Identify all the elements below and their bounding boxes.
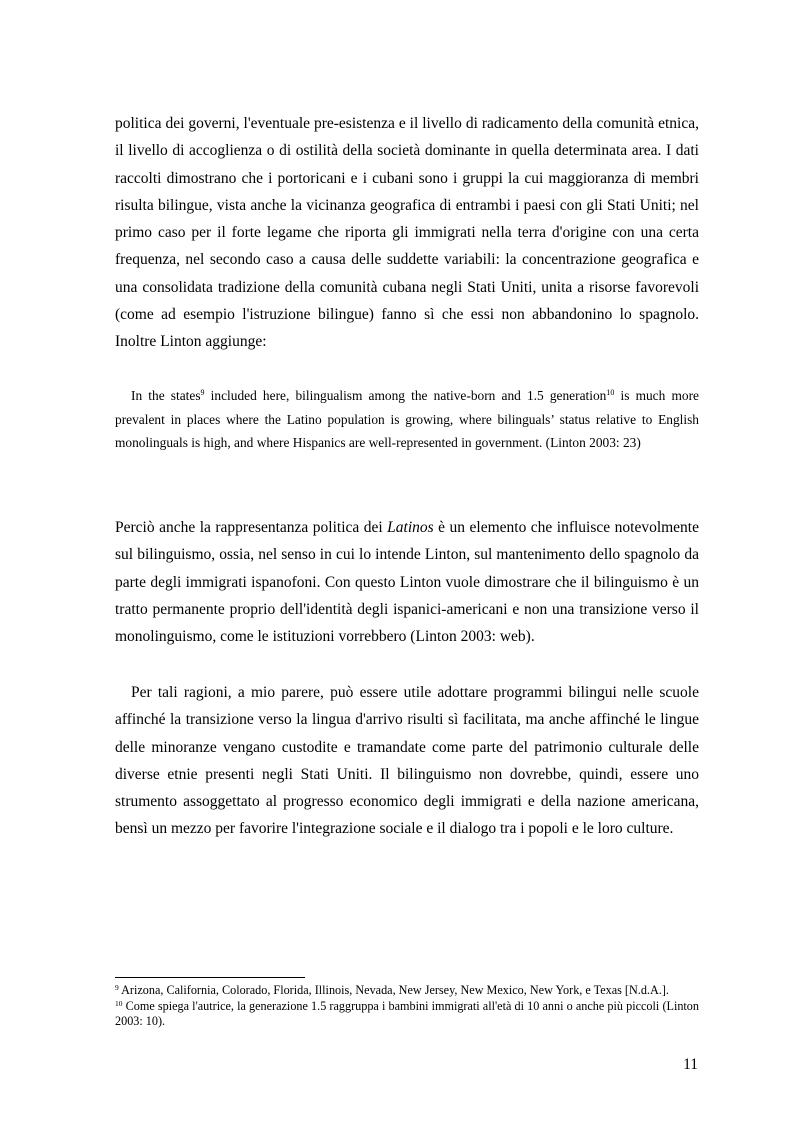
paragraph-2-before: Perciò anche la rappresentanza politica dei	[115, 519, 388, 536]
footnote-text-10: Come spiega l'autrice, la generazione 1.5 raggruppa i bambini immigrati all'età di 10 anni o anche più piccoli (Linton 2003: 10).	[115, 998, 699, 1029]
footnotes-section	[115, 983, 699, 1030]
body-paragraph-2	[115, 514, 699, 650]
footnote-9	[115, 983, 699, 999]
footnote-10	[115, 999, 699, 1030]
footnote-number-9: 9	[115, 983, 119, 992]
footnote-separator	[115, 977, 305, 978]
quote-text-part-3: is much more prevalent in places where the Latino population is growing, where bilinguals’ status relative to English monolinguals is high, and where Hispanics are well-represented in government. (Linton 2003: 23)	[115, 388, 699, 450]
footnote-ref-9[interactable]: 9	[200, 388, 205, 397]
quote-text-part-2: included here, bilingualism among the native-born and 1.5 generation	[204, 388, 607, 403]
quote-text-part-1: In the states	[131, 388, 201, 403]
body-paragraph-1: politica dei governi, l'eventuale pre-esistenza e il livello di radicamento della comunità etnica, il livello di accoglienza o di ostilità della società dominante in quella determinata area. I dati raccolti dimostrano che i portoricani e i cubani sono i gruppi la cui maggioranza di membri risulta bilingue, vista anche la vicinanza geografica di entrambi i paesi con gli Stati Uniti; nel primo caso per il forte legame che riporta gli immigrati nella terra d'origine con una certa frequenza, nel secondo caso a causa delle suddette variabili: la concentrazione geografica e una consolidata tradizione della comunità cubana negli Stati Uniti, unita a risorse favorevoli (come ad esempio l'istruzione bilingue) fanno sì che essi non abbandonino lo spagnolo. Inoltre Linton aggiunge:	[115, 115, 699, 351]
block-quote	[115, 384, 699, 455]
footnote-text-9: Arizona, California, Colorado, Florida, Illinois, Nevada, New Jersey, New Mexico, New York, e Texas [N.d.A.].	[118, 983, 669, 997]
body-paragraph-3: Per tali ragioni, a mio parere, può essere utile adottare programmi bilingui nelle scuole affinché la transizione verso la lingua d'arrivo risulti sì facilitata, ma anche affinché le lingue delle minoranze vengano custodite e tramandate come parte del patrimonio culturale delle diverse etnie presenti negli Stati Uniti. Il bilinguismo non dovrebbe, quindi, essere uno strumento assoggettato al progresso economico degli immigrati e della nazione americana, bensì un mezzo per favorire l'integrazione sociale e il dialogo tra i popoli e le loro culture.	[115, 684, 699, 838]
footnote-ref-10[interactable]: 10	[606, 388, 615, 397]
paragraph-2-italic-term: Latinos	[387, 519, 434, 536]
paragraph-2-after: è un elemento che influisce notevolmente sul bilinguismo, ossia, nel senso in cui lo intende Linton, sul mantenimento dello spagnolo da parte degli immigrati ispanofoni. Con questo Linton vuole dimostrare che il bilinguismo è un tratto permanente proprio dell'identità degli ispanici-americani e non una transizione verso il monolinguismo, come le istituzioni vorrebbero (Linton 2003: web).	[115, 519, 699, 646]
page-number: 11	[683, 1056, 698, 1073]
footnote-number-10: 10	[115, 998, 123, 1008]
